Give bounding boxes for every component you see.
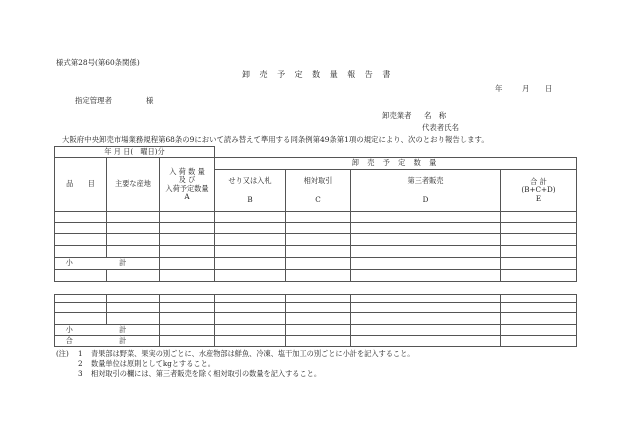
origin-header-cell: 主要な産地: [107, 158, 160, 212]
col-third-party-label: 第三者販売: [407, 176, 444, 186]
item-header-cell: 品 目: [55, 158, 107, 212]
table-row: [55, 303, 577, 313]
col-negotiated-code: C: [315, 194, 321, 204]
arrival-header-line3: 入荷予定数量: [165, 183, 209, 193]
statement-text: 大阪府中央卸売市場業務規程第68条の9において読み替えて準用する同条例第49条第1項の規定により、次のとおり報告します。: [62, 135, 489, 144]
table-row: [55, 212, 577, 223]
report-table-lower: [54, 294, 577, 347]
arrival-header-cell: [160, 158, 215, 212]
date-day: 日: [545, 84, 553, 93]
col-third-party-cell: [351, 170, 501, 212]
total-label: 合 計: [55, 336, 160, 347]
date-month: 月: [522, 84, 530, 93]
col-negotiated-label: 相対取引: [303, 176, 333, 186]
subtotal-label: 小 計: [55, 258, 160, 270]
sender-name-label: 名 称: [424, 111, 447, 120]
col-total-cell: [501, 170, 577, 212]
arrival-header-code: A: [184, 191, 190, 201]
col-third-party-code: D: [422, 194, 429, 204]
table-row: [55, 313, 577, 325]
note-1-num: 1: [78, 349, 83, 358]
subtotal-label-lower: 小 計: [55, 325, 160, 336]
col-auction-code: B: [247, 194, 253, 204]
addressee-honorific: 様: [146, 96, 154, 105]
addressee-name: 指定管理者: [75, 96, 112, 105]
note-1-text: 青果部は野菜、果実の別ごとに、水産物部は鮮魚、冷凍、塩干加工の別ごとに小計を記入すること。: [91, 349, 415, 358]
col-total-label: 合 計: [530, 177, 547, 187]
report-table-upper: [54, 146, 577, 282]
total-row: [55, 336, 577, 347]
subtotal-row-lower: [55, 325, 577, 336]
table-row: [55, 270, 577, 282]
arrival-header-line2: 及 び: [178, 175, 196, 185]
plan-header-cell: 卸 売 予 定 数 量: [215, 158, 577, 170]
note-2-num: 2: [78, 359, 83, 368]
table-row: [55, 223, 577, 234]
form-number: 様式第28号(第60条関係): [56, 58, 140, 67]
date-header-cell: 年 月 日( 曜日)分: [55, 147, 215, 158]
blank-cell: [215, 147, 577, 158]
subtotal-row-upper: [55, 258, 577, 270]
date-year: 年: [495, 84, 503, 93]
note-3-text: 相対取引の欄には、第三者販売を除く相対取引の数量を記入すること。: [91, 369, 322, 378]
sender-rep-label: 代表者氏名: [422, 123, 459, 132]
table-row: [55, 246, 577, 258]
document-title: 卸 売 予 定 数 量 報 告 書: [242, 70, 394, 79]
note-2-text: 数量単位は原則としてkgとすること。: [91, 359, 215, 368]
col-total-formula: (B+C+D): [521, 185, 556, 195]
table-row: [55, 295, 577, 303]
col-negotiated-cell: [286, 170, 351, 212]
notes-prefix: (注): [56, 349, 69, 358]
note-3-num: 3: [78, 369, 83, 378]
col-total-code: E: [535, 193, 542, 203]
col-auction-cell: [215, 170, 286, 212]
col-auction-label: せり又は入札: [228, 176, 272, 186]
arrival-header-line1: 入 荷 数 量: [169, 166, 205, 176]
table-row: [55, 234, 577, 246]
sender-company-label: 卸売業者: [382, 111, 412, 120]
